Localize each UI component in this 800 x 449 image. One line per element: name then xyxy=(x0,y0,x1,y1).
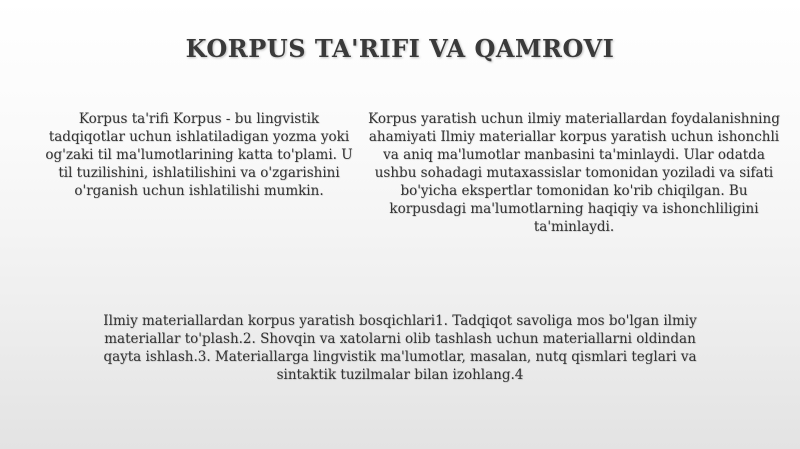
slide-title: KORPUS TA'RIFI VA QAMROVI xyxy=(185,34,615,63)
corpus-creation-steps-text: Ilmiy materiallardan korpus yaratish bosqichlari1. Tadqiqot savoliga mos bo'lgan ilmiy materiallar to'plash.2. Shovqin va xatolarni olib tashlash uchun materiallarni oldindan qayta ishlash.3. Materiallarga lingvistik ma'lumotlar, masalan, nutq qismlari teglari va sintaktik tuzilmalar bilan izohlang.4 xyxy=(103,313,697,383)
corpus-definition-text: Korpus ta'rifi Korpus - bu lingvistik tadqiqotlar uchun ishlatiladigan yozma yoki og'zaki til ma'lumotlarining katta to'plami. U til tuzilishini, ishlatilishini va o'zgarishini o'rganish uchun ishlatilishi mumkin. xyxy=(45,111,353,199)
scientific-materials-importance-text: Korpus yaratish uchun ilmiy materiallardan foydalanishning ahamiyati Ilmiy materiallar korpus yaratish uchun ishonchli va aniq ma'lumotlar manbasini ta'minlaydi. Ular odatda ushbu sohadagi mutaxassislar tomonidan yoziladi va sifati bo'yicha ekspertlar tomonidan ko'rib chiqilgan. Bu korpusdagi ma'lumotlarning haqiqiy va ishonchliligini ta'minlaydi. xyxy=(368,111,780,235)
